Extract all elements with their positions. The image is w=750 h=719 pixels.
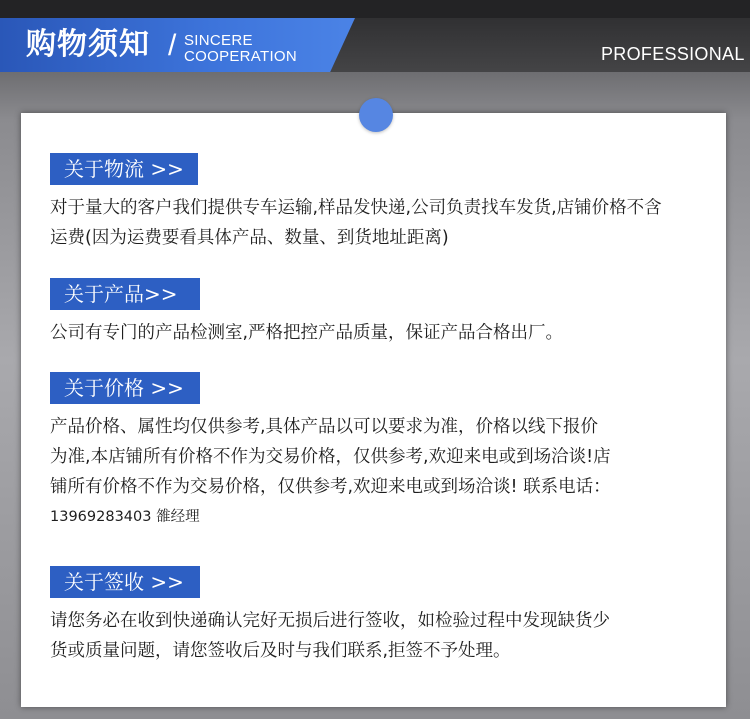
header-top-shade <box>0 0 750 18</box>
section-line: 为准,本店铺所有价格不作为交易价格，仅供参考,欢迎来电或到场洽谈!店 <box>50 447 611 467</box>
section-title-price: 关于价格 >> <box>50 372 200 404</box>
contact-phone: 13969283403 雒经理 <box>50 509 200 525</box>
section-title-logistics: 关于物流 >> <box>50 153 198 185</box>
header-slash: / <box>168 29 177 62</box>
header-bar <box>0 0 750 72</box>
section-line: 请您务必在收到快递确认完好无损后进行签收，如检验过程中发现缺货少 <box>50 611 610 631</box>
section-body-logistics <box>50 193 710 253</box>
page-title: 购物须知 <box>26 27 150 62</box>
header-subtitle-line2: COOPERATION <box>184 48 298 65</box>
header-right-label: PROFESSIONAL <box>601 44 745 64</box>
section-body-price <box>50 412 710 532</box>
section-body-signing <box>50 606 710 666</box>
section-title-signing: 关于签收 >> <box>50 566 200 598</box>
decorative-dot <box>359 98 393 132</box>
section-line: 公司有专门的产品检测室,严格把控产品质量，保证产品合格出厂。 <box>50 323 564 343</box>
section-line: 铺所有价格不作为交易价格，仅供参考,欢迎来电或到场洽谈! 联系电话： <box>50 477 611 497</box>
section-line: 产品价格、属性均仅供参考,具体产品以可以要求为准，价格以线下报价 <box>50 417 599 437</box>
header-subtitle <box>184 33 297 65</box>
header-subtitle-line1: SINCERE <box>184 32 253 49</box>
section-body-product <box>50 318 710 348</box>
section-line: 对于量大的客户我们提供专车运输,样品发快递,公司负责找车发货,店铺价格不含 <box>50 198 662 218</box>
section-line: 运费(因为运费要看具体产品、数量、到货地址距离) <box>50 228 449 248</box>
section-line: 货或质量问题，请您签收后及时与我们联系,拒签不予处理。 <box>50 641 511 661</box>
section-title-product: 关于产品>> <box>50 278 200 310</box>
